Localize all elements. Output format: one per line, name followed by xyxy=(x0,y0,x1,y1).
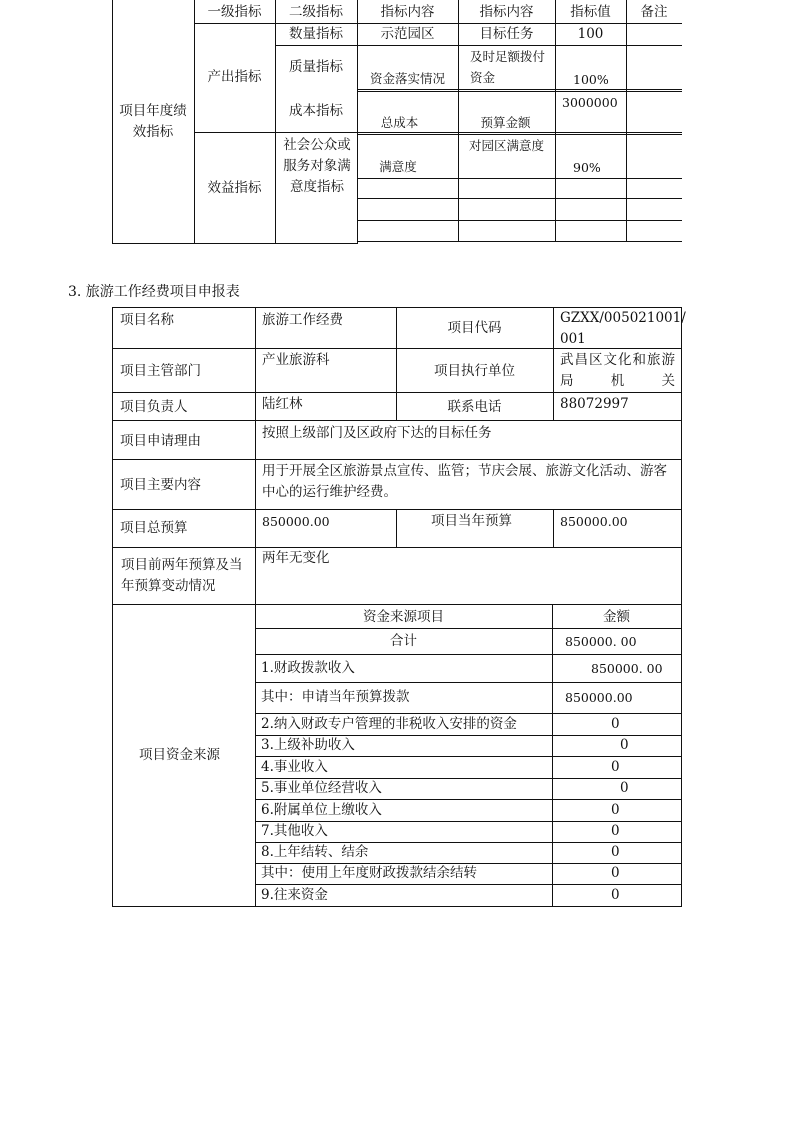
funding-row-amount: 0 xyxy=(611,886,620,903)
header-level1: 一级指标 xyxy=(207,4,262,20)
funding-row-item: 1.财政拨款收入 xyxy=(261,659,355,676)
quantity-content-1: 示范园区 xyxy=(380,26,435,42)
quality-content-2: 及时足额拨付资金 xyxy=(470,49,546,85)
quantity-content-2: 目标任务 xyxy=(479,26,534,42)
satisfaction-content-1: 满意度 xyxy=(379,159,417,174)
benefit-indicator-label: 效益指标 xyxy=(207,180,262,196)
quantity-value: 100 xyxy=(577,26,604,42)
leader-value: 陆红林 xyxy=(262,396,303,412)
satisfaction-content-2: 对园区满意度 xyxy=(468,138,544,153)
satisfaction-value: 90% xyxy=(573,160,601,175)
header-content-1: 指标内容 xyxy=(380,4,435,20)
satisfaction-indicator: 社会公众或服务对象满意度指标 xyxy=(283,137,351,195)
project-code-line2: 001 xyxy=(560,331,586,347)
content-value: 用于开展全区旅游景点宣传、监管；节庆会展、旅游文化活动、游客中心的运行维护经费。 xyxy=(262,463,667,500)
quality-value: 100% xyxy=(573,72,609,87)
funding-row-item: 6.附属单位上缴收入 xyxy=(261,801,382,818)
cost-indicator: 成本指标 xyxy=(289,103,343,119)
total-budget-value: 850000.00 xyxy=(262,514,330,529)
project-name-label: 项目名称 xyxy=(120,312,174,328)
dept-value: 产业旅游科 xyxy=(262,352,330,368)
funding-row-item: 其中：申请当年预算拨款 xyxy=(261,689,410,705)
project-code-line1: GZXX/005021001/ xyxy=(560,310,686,326)
year-budget-label: 项目当年预算 xyxy=(431,513,512,529)
cost-content-1: 总成本 xyxy=(380,115,419,130)
output-indicator-label: 产出指标 xyxy=(207,69,262,85)
cost-value: 3000000 xyxy=(562,95,618,110)
total-budget-label: 项目总预算 xyxy=(120,520,188,536)
funding-row-amount: 0 xyxy=(611,758,620,775)
budget-change-value: 两年无变化 xyxy=(262,550,330,566)
exec-unit-label: 项目执行单位 xyxy=(434,363,515,379)
funding-row-item: 4.事业收入 xyxy=(261,758,328,775)
funding-row-amount: 0 xyxy=(611,715,620,732)
funding-row-amount: 850000. 00 xyxy=(591,660,663,676)
exec-unit-value: 武昌区文化和旅游局机关 xyxy=(560,352,675,389)
funding-row-amount: 850000. 00 xyxy=(565,633,637,649)
funding-row-item: 其中：使用上年度财政拨款结余结转 xyxy=(261,865,477,881)
cost-content-2: 预算金额 xyxy=(480,115,531,130)
year-budget-value: 850000.00 xyxy=(560,514,628,529)
leader-label: 项目负责人 xyxy=(120,399,188,415)
funding-row-item: 3.上级补助收入 xyxy=(261,737,355,753)
quality-content-1: 资金落实情况 xyxy=(369,71,445,86)
funding-header-amount: 金额 xyxy=(603,609,630,625)
header-content-2: 指标内容 xyxy=(479,4,534,20)
quantity-indicator: 数量指标 xyxy=(289,26,343,42)
funding-row-amount: 0 xyxy=(611,865,620,881)
phone-label: 联系电话 xyxy=(447,399,502,415)
budget-change-label: 项目前两年预算及当年预算变动情况 xyxy=(121,557,243,594)
phone-value: 88072997 xyxy=(560,396,629,412)
funding-source-label: 项目资金来源 xyxy=(139,747,220,763)
funding-row-amount: 0 xyxy=(611,801,620,818)
content-label: 项目主要内容 xyxy=(120,477,201,493)
funding-row-amount: 0 xyxy=(620,737,629,753)
reason-label: 项目申请理由 xyxy=(120,433,201,449)
funding-row-amount: 850000.00 xyxy=(565,690,633,705)
quality-indicator: 质量指标 xyxy=(289,59,343,75)
funding-row-item: 9.往来资金 xyxy=(261,886,328,903)
project-code-label: 项目代码 xyxy=(447,320,502,336)
funding-row-item: 7.其他收入 xyxy=(261,823,328,839)
funding-row-amount: 0 xyxy=(611,823,620,839)
dept-label: 项目主管部门 xyxy=(120,363,201,379)
funding-row-item: 2.纳入财政专户管理的非税收入安排的资金 xyxy=(261,715,517,732)
funding-row-item: 5.事业单位经营收入 xyxy=(261,780,382,796)
annual-performance-label: 项目年度绩效指标 xyxy=(119,103,187,140)
project-name-value: 旅游工作经费 xyxy=(262,312,343,328)
header-note: 备注 xyxy=(640,4,668,20)
funding-row-amount: 0 xyxy=(611,844,620,860)
header-level2: 二级指标 xyxy=(289,4,343,20)
funding-row-item: 8.上年结转、结余 xyxy=(261,844,369,860)
reason-value: 按照上级部门及区政府下达的目标任务 xyxy=(262,425,492,441)
header-value: 指标值 xyxy=(570,4,611,20)
funding-row-item: 合计 xyxy=(390,632,417,649)
section-title: 3. 旅游工作经费项目申报表 xyxy=(68,284,240,300)
funding-row-amount: 0 xyxy=(620,780,629,796)
funding-header-item: 资金来源项目 xyxy=(363,609,444,625)
